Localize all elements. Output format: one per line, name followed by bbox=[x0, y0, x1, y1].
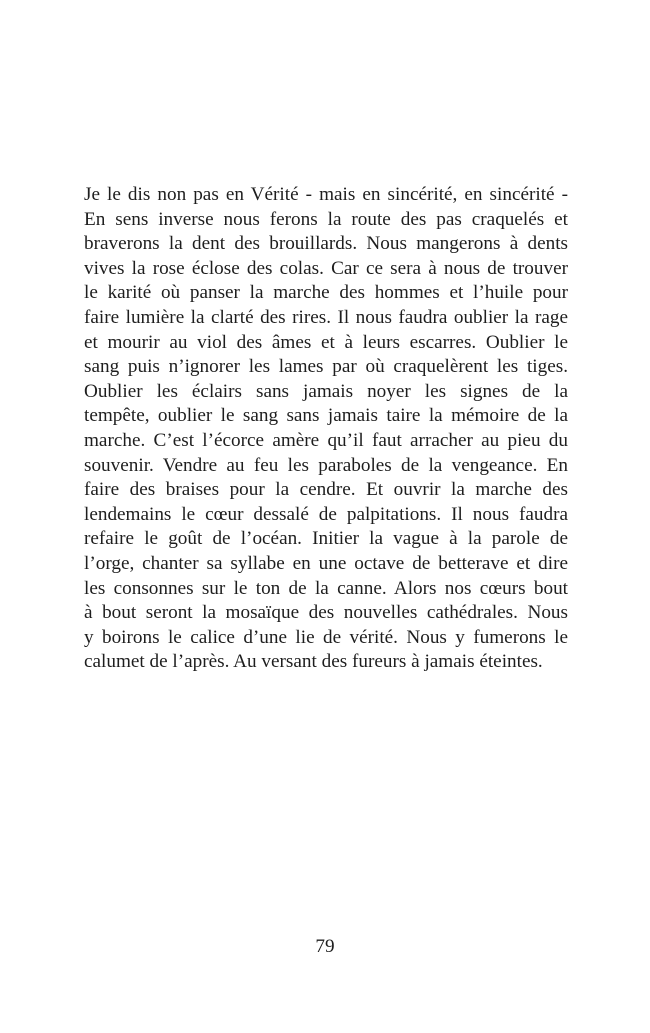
body-paragraph bbox=[84, 183, 568, 675]
text-line: faire des braises pour la cendre. Et ouvrir la marche des bbox=[84, 479, 568, 501]
text-line: souvenir. Vendre au feu les paraboles de la vengeance. En bbox=[84, 454, 568, 476]
text-line: l’orge, chanter sa syllabe en une octave de betterave et dire bbox=[84, 552, 568, 574]
text-line: marche. C’est l’écorce amère qu’il faut arracher au pieu du bbox=[84, 429, 568, 451]
text-line: calumet de l’après. Au versant des fureurs à jamais éteintes. bbox=[84, 651, 543, 673]
text-line: à bout seront la mosaïque des nouvelles cathédrales. Nous bbox=[84, 602, 568, 624]
page-number: 79 bbox=[315, 936, 335, 957]
text-line: tempête, oublier le sang sans jamais taire la mémoire de la bbox=[84, 405, 568, 427]
text-line: Je le dis non pas en Vérité - mais en sincérité, en sincérité - bbox=[84, 184, 568, 205]
text-line: et mourir au viol des âmes et à leurs escarres. Oublier le bbox=[84, 331, 568, 353]
text-line: lendemains le cœur dessalé de palpitations. Il nous faudra bbox=[84, 503, 568, 525]
text-line: les consonnes sur le ton de la canne. Alors nos cœurs bout bbox=[84, 577, 568, 599]
text-line: y boirons le calice d’une lie de vérité. Nous y fumerons le bbox=[84, 626, 568, 648]
text-line: vives la rose éclose des colas. Car ce sera à nous de trouver bbox=[84, 257, 568, 279]
text-line: refaire le goût de l’océan. Initier la vague à la parole de bbox=[84, 528, 568, 550]
text-line: Oublier les éclairs sans jamais noyer les signes de la bbox=[84, 380, 568, 402]
text-line: faire lumière la clarté des rires. Il nous faudra oublier la rage bbox=[84, 306, 568, 328]
text-line: En sens inverse nous ferons la route des pas craquelés et bbox=[84, 208, 568, 230]
text-line: sang puis n’ignorer les lames par où craquelèrent les tiges. bbox=[84, 356, 568, 378]
text-line: braverons la dent des brouillards. Nous mangerons à dents bbox=[84, 233, 568, 255]
text-line: le karité où panser la marche des hommes et l’huile pour bbox=[84, 282, 568, 304]
